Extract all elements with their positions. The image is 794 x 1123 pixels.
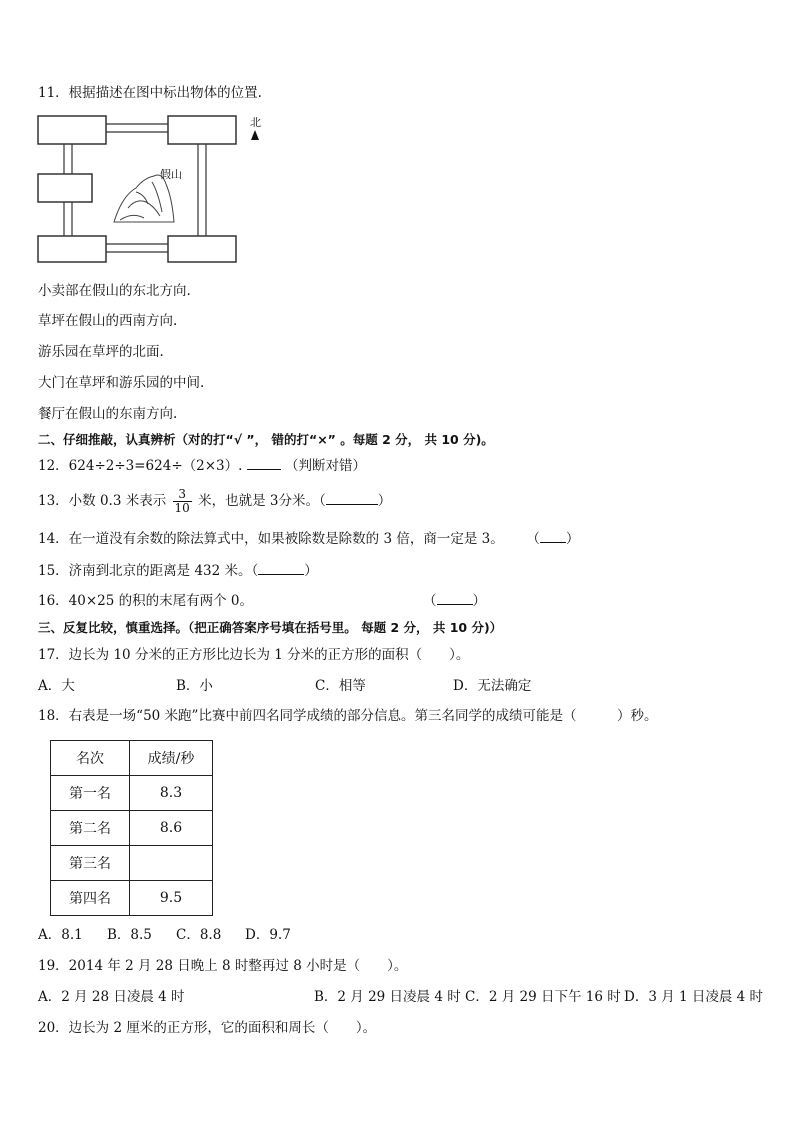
q14-answer-blank[interactable] xyxy=(540,530,566,543)
q13-fraction-numerator: 3 xyxy=(173,488,192,502)
map-box-top-right[interactable] xyxy=(168,116,236,144)
q16-answer xyxy=(423,592,486,610)
q14-open: （ xyxy=(526,531,540,547)
q18-option-c[interactable]: C．8.8 xyxy=(176,927,222,943)
q16-close: ） xyxy=(472,593,486,609)
table-row xyxy=(51,776,213,811)
q15-text: 15．济南到北京的距离是 432 米。（ xyxy=(38,563,259,579)
q12 xyxy=(38,457,366,475)
table-cell-time: 8.3 xyxy=(130,776,213,811)
q16 xyxy=(38,592,253,610)
table-cell-time: 8.6 xyxy=(130,811,213,846)
map-box-bottom-right[interactable] xyxy=(168,236,236,262)
north-arrow-icon xyxy=(251,130,259,140)
map-north-label: 北 xyxy=(250,116,261,129)
q18-stem: 18．右表是一场“50 米跑”比赛中前四名同学成绩的部分信息。第三名同学的成绩可能是（ ）秒。 xyxy=(38,708,658,724)
q12-answer-blank[interactable] xyxy=(247,457,281,470)
map-box-bottom-left[interactable] xyxy=(38,236,106,262)
section3-heading: 三、反复比较，慎重选择。（把正确答案序号填在括号里。 每题 2 分， 共 10 分)） xyxy=(38,620,503,635)
table-cell-time: 9.5 xyxy=(130,881,213,916)
table-row xyxy=(51,811,213,846)
q13-close: ） xyxy=(377,493,392,509)
q13-answer-blank[interactable] xyxy=(326,492,378,505)
table-cell-rank: 第二名 xyxy=(51,811,130,846)
table-header-rank: 名次 xyxy=(51,741,130,776)
table-row xyxy=(51,881,213,916)
table-cell-rank: 第四名 xyxy=(51,881,130,916)
q13-fraction xyxy=(173,488,192,515)
q17-option-d[interactable]: D．无法确定 xyxy=(453,678,532,694)
q17-option-b[interactable]: B．小 xyxy=(176,678,213,694)
table-cell-rank: 第三名 xyxy=(51,846,130,881)
q12-text: 12．624÷2÷3=624÷（2×3）. xyxy=(38,458,243,474)
q15 xyxy=(38,562,318,580)
q19-option-d[interactable]: D．3 月 1 日凌晨 4 时 xyxy=(624,989,764,1005)
q16-open: （ xyxy=(423,593,437,609)
q14-text: 14．在一道没有余数的除法算式中，如果被除数是除数的 3 倍，商一定是 3。 xyxy=(38,531,504,547)
q19-option-a[interactable]: A．2 月 28 日凌晨 4 时 xyxy=(38,989,185,1005)
q13-fraction-denominator: 10 xyxy=(174,501,190,515)
q15-close: ） xyxy=(304,563,318,579)
q17-option-c[interactable]: C．相等 xyxy=(315,678,366,694)
q14 xyxy=(38,530,579,548)
table-header-time: 成绩/秒 xyxy=(130,741,213,776)
table-cell-rank: 第一名 xyxy=(51,776,130,811)
q13 xyxy=(38,486,391,516)
table-header-row xyxy=(51,741,213,776)
q17-option-a[interactable]: A．大 xyxy=(38,678,75,694)
q17-stem: 17．边长为 10 分米的正方形比边长为 1 分米的正方形的面积（ ）。 xyxy=(38,647,470,663)
q14-close: ） xyxy=(565,531,580,547)
q11-statement-3: 游乐园在草坪的北面. xyxy=(38,344,164,360)
q11-statement-2: 草坪在假山的西南方向. xyxy=(38,313,178,329)
q19-option-b-c[interactable]: B．2 月 29 日凌晨 4 时 C．2 月 29 日下午 16 时 xyxy=(314,989,621,1005)
q13-suffix: 米，也就是 3分米。（ xyxy=(198,493,326,509)
q16-text: 16．40×25 的积的末尾有两个 0。 xyxy=(38,593,254,609)
table-cell-time xyxy=(130,846,213,881)
q11-statement-1: 小卖部在假山的东北方向. xyxy=(38,283,191,299)
q12-suffix: （判断对错） xyxy=(285,458,367,474)
map-hill-label: 假山 xyxy=(160,168,182,181)
q18-results-table xyxy=(50,740,213,916)
q11-statement-5: 餐厅在假山的东南方向. xyxy=(38,406,178,422)
rockery-icon xyxy=(114,175,174,222)
map-box-top-left[interactable] xyxy=(38,116,106,144)
location-map xyxy=(36,112,266,264)
q18-option-a[interactable]: A．8.1 xyxy=(38,927,83,943)
q11-stem: 11．根据描述在图中标出物体的位置. xyxy=(38,85,262,101)
q13-prefix: 13．小数 0.3 米表示 xyxy=(38,493,167,509)
table-row xyxy=(51,846,213,881)
q18-option-b[interactable]: B．8.5 xyxy=(107,927,152,943)
q19-stem: 19．2014 年 2 月 28 日晚上 8 时整再过 8 小时是（ ）。 xyxy=(38,958,408,974)
q20-stem: 20．边长为 2 厘米的正方形，它的面积和周长（ ）。 xyxy=(38,1020,377,1036)
q18-option-d[interactable]: D．9.7 xyxy=(245,927,291,943)
q16-answer-blank[interactable] xyxy=(437,592,473,605)
section2-heading: 二、仔细推敲，认真辨析（对的打“√ ”， 错的打“×” 。每题 2 分， 共 10 分)。 xyxy=(38,432,494,447)
q15-answer-blank[interactable] xyxy=(258,562,304,575)
map-box-left[interactable] xyxy=(38,174,92,202)
q11-statement-4: 大门在草坪和游乐园的中间. xyxy=(38,375,205,391)
